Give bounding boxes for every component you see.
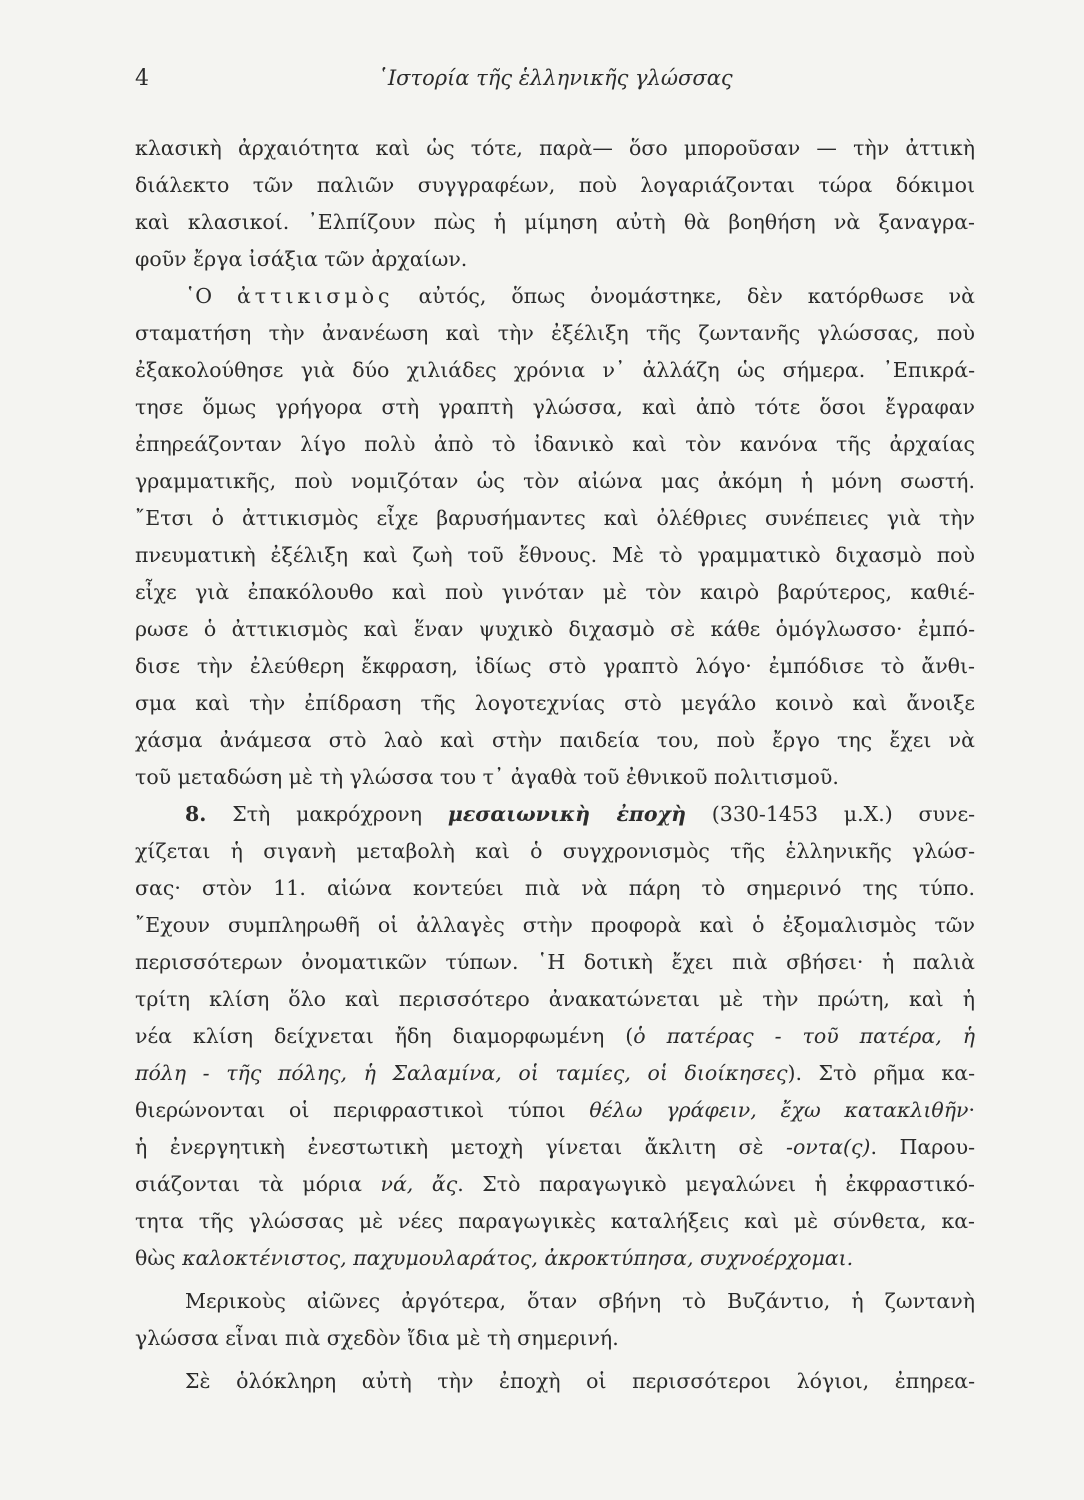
text-line: πνευματικὴ ἐξέλιξη καὶ ζωὴ τοῦ ἔθνους. Μὲ τὸ γραμματικὸ διχασμὸ ποὺ (135, 543, 975, 567)
text-segment: νέα κλίση δείχνεται ἤδη διαμορφωμένη ( (135, 1024, 634, 1048)
text-line: τοῦ μεταδώση μὲ τὴ γλώσσα του τ᾿ ἀγαθὰ τοῦ ἐθνικοῦ πολιτισμοῦ. (135, 765, 839, 789)
italic-example: νά, ἄς (380, 1172, 458, 1196)
text-line (135, 1166, 975, 1203)
text-line: δισε τὴν ἐλεύθερη ἔκφραση, ἰδίως στὸ γραπτὸ λόγο· ἐμπόδισε τὸ ἄνθι- (135, 654, 975, 678)
section-8-heading-line (135, 796, 975, 833)
italic-example: θέλω γράφειν, ἔχω κατακλιθῆν (589, 1098, 969, 1122)
text-line: κλασικὴ ἀρχαιότητα καὶ ὡς τότε, παρὰ— ὅσο μποροῦσαν — τὴν ἀττικὴ (135, 136, 975, 160)
text-segment: · (968, 1098, 975, 1122)
text-line: σταματήση τὴν ἀνανέωση καὶ τὴν ἐξέλιξη τῆς ζωντανῆς γλώσσας, ποὺ (135, 321, 975, 345)
italic-example: καλοκτένιστος, παχυμουλαράτος, ἀκροκτύπησα, συχνοέρχομαι. (182, 1246, 854, 1270)
running-title: ῾Ιστορία τῆς ἑλληνικῆς γλώσσας (377, 66, 733, 90)
text-line: καὶ κλασικοί. ᾿Ελπίζουν πὼς ἡ μίμηση αὐτὴ θὰ βοηθήση νὰ ξαναγρα- (135, 210, 975, 234)
italic-example: ὁ πατέρας - τοῦ πατέρα, ἡ (633, 1024, 975, 1048)
text-line: Σὲ ὁλόκληρη αὐτὴ τὴν ἐποχὴ οἱ περισσότεροι λόγιοι, ἐπηρεα- (185, 1369, 975, 1393)
text-line: γραμματικῆς, ποὺ νομιζόταν ὡς τὸν αἰώνα μας ἀκόμη ἡ μόνη σωστή. (135, 469, 975, 493)
text-segment: θὼς (135, 1246, 176, 1270)
section-number: 8. (185, 802, 207, 826)
text-line: εἶχε γιὰ ἐπακόλουθο καὶ ποὺ γινόταν μὲ τὸν καιρὸ βαρύτερος, καθιέ- (135, 580, 975, 604)
text-line: ἐξακολούθησε γιὰ δύο χιλιάδες χρόνια ν᾿ ἀλλάζη ὡς σήμερα. ᾿Επικρά- (135, 358, 975, 382)
text-line: ἐπηρεάζονταν λίγο πολὺ ἀπὸ τὸ ἰδανικὸ καὶ τὸν κανόνα τῆς ἀρχαίας (135, 432, 975, 456)
text-line (135, 1129, 975, 1166)
text-line (135, 1055, 975, 1092)
text-segment: . Στὸ παραγωγικὸ μεγαλώνει ἡ ἐκφραστικό- (457, 1172, 975, 1196)
italic-example: -οντα(ς) (786, 1135, 871, 1159)
text-segment: σιάζονται τὰ μόρια (135, 1172, 362, 1196)
section-lead-rest: (330-1453 μ.Χ.) συνε- (711, 802, 976, 826)
paragraph-lead-rest: αὐτός, ὅπως ὀνομάστηκε, δὲν κατόρθωσε νὰ (418, 284, 975, 308)
text-line: ρωσε ὁ ἀττικισμὸς καὶ ἕναν ψυχικὸ διχασμὸ σὲ κάθε ὁμόγλωσσο· ἐμπό- (135, 617, 975, 641)
text-segment: θιερώνονται οἱ περιφραστικοὶ τύποι (135, 1098, 566, 1122)
section-lead: Στὴ μακρόχρονη (232, 802, 423, 826)
text-line (135, 1092, 975, 1129)
text-line: χίζεται ἡ σιγανὴ μεταβολὴ καὶ ὁ συγχρονισμὸς τῆς ἑλληνικῆς γλώσ- (135, 839, 975, 863)
paragraph-lead: ῾Ο (185, 284, 213, 308)
text-line: φοῦν ἔργα ἰσάξια τῶν ἀρχαίων. (135, 247, 468, 271)
body-text (135, 130, 975, 1400)
text-line: τητα τῆς γλώσσας μὲ νέες παραγωγικὲς καταλήξεις καὶ μὲ σύνθετα, κα- (135, 1209, 975, 1233)
section-term: μεσαιωνικὴ ἐποχὴ (447, 802, 686, 826)
text-line: τησε ὅμως γρήγορα στὴ γραπτὴ γλώσσα, καὶ ἀπὸ τότε ὅσοι ἔγραφαν (135, 395, 975, 419)
page-header (135, 66, 975, 106)
text-line: γλώσσα εἶναι πιὰ σχεδὸν ἴδια μὲ τὴ σημερινή. (135, 1326, 619, 1350)
text-line: χάσμα ἀνάμεσα στὸ λαὸ καὶ στὴν παιδεία του, ποὺ ἔργο της ἔχει νὰ (135, 728, 975, 752)
text-line: ῎Ετσι ὁ ἀττικισμὸς εἶχε βαρυσήμαντες καὶ ὀλέθριες συνέπειες γιὰ τὴν (135, 506, 975, 530)
text-line: σας· στὸν 11. αἰώνα κοντεύει πιὰ νὰ πάρη τὸ σημερινό της τύπο. (135, 876, 975, 900)
spaced-term: ἀττικισμὸς (236, 284, 394, 308)
text-line: διάλεκτο τῶν παλιῶν συγγραφέων, ποὺ λογαριάζονται τώρα δόκιμοι (135, 173, 975, 197)
italic-example: πόλη - τῆς πόλης, ἡ Σαλαμίνα, οἱ ταμίες, οἱ διοίκησες (135, 1061, 788, 1085)
text-line: τρίτη κλίση ὅλο καὶ περισσότερο ἀνακατώνεται μὲ τὴν πρώτη, καὶ ἡ (135, 987, 975, 1011)
text-segment: . Παρου- (870, 1135, 975, 1159)
text-line (135, 1240, 975, 1277)
text-segment: ). Στὸ ρῆμα κα- (787, 1061, 976, 1085)
text-segment: ἡ ἐνεργητικὴ ἐνεστωτικὴ μετοχὴ γίνεται ἄκλιτη σὲ (135, 1135, 764, 1159)
page-number: 4 (135, 66, 149, 91)
text-line: σμα καὶ τὴν ἐπίδραση τῆς λογοτεχνίας στὸ μεγάλο κοινὸ καὶ ἄνοιξε (135, 691, 975, 715)
text-line: ῎Εχουν συμπληρωθῆ οἱ ἀλλαγὲς στὴν προφορὰ καὶ ὁ ἐξομαλισμὸς τῶν (135, 913, 975, 937)
text-line: Μερικοὺς αἰῶνες ἀργότερα, ὅταν σβήνη τὸ Βυζάντιο, ἡ ζωντανὴ (185, 1289, 975, 1313)
paragraph-first-line (135, 278, 975, 315)
text-line (135, 1018, 975, 1055)
text-line: περισσότερων ὀνοματικῶν τύπων. ῾Η δοτικὴ ἔχει πιὰ σβήσει· ἡ παλιὰ (135, 950, 975, 974)
